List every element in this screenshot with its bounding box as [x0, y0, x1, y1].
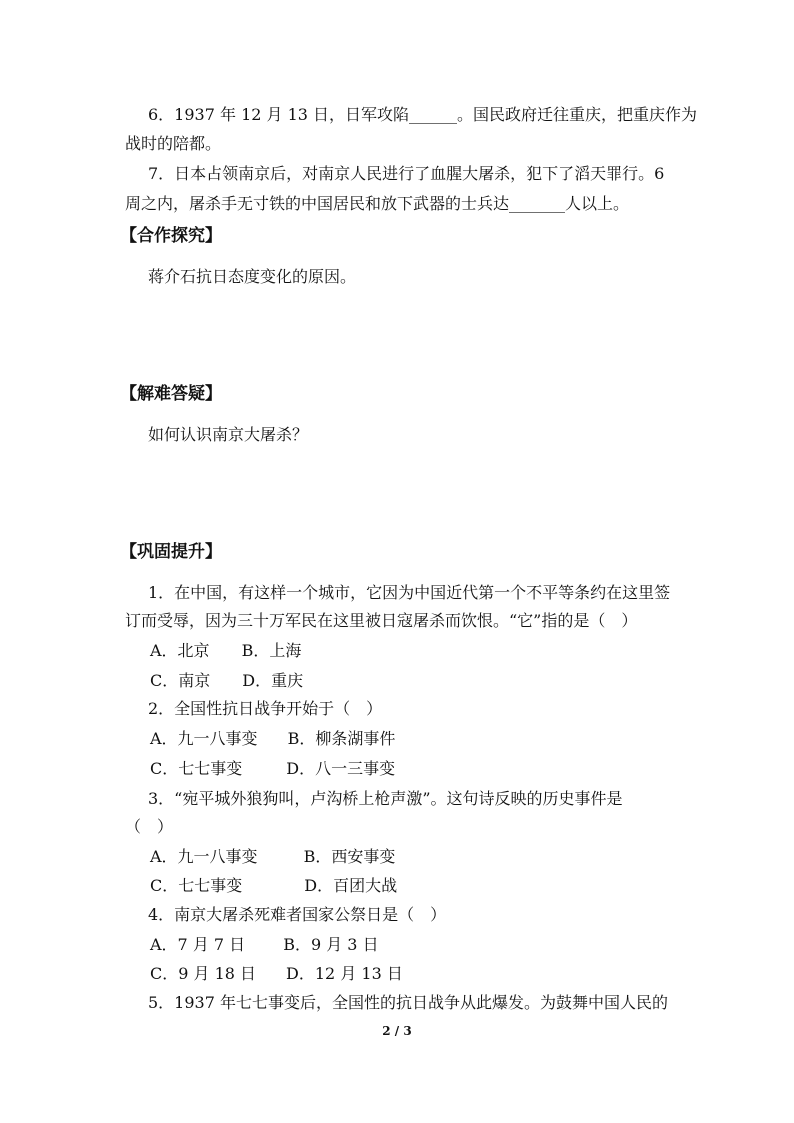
question-1-options-row1 [150, 640, 301, 662]
q7-text-line2: 周之内，屠杀手无寸铁的中国居民和放下武器的士兵达_______人以上。 [125, 194, 630, 213]
section-heading-hezuo: 【合作探究】 [120, 226, 222, 246]
question-3-stem-line1: 3．“宛平城外狼狗叫，卢沟桥上枪声激”。这句诗反映的历史事件是 [148, 789, 623, 808]
question-2-options-row2 [150, 758, 395, 780]
option-d: D．重庆 [242, 671, 304, 690]
option-a: A．北京 [150, 641, 210, 660]
section-heading-gonggu: 【巩固提升】 [120, 542, 222, 562]
question-1-options-row2 [150, 670, 303, 692]
question-2-options-row1 [150, 728, 395, 750]
option-a: A．7 月 7 日 [150, 935, 246, 954]
question-4-options-row1 [150, 934, 379, 956]
option-b: B．上海 [241, 641, 302, 660]
section-prompt-hezuo: 蒋介石抗日态度变化的原因。 [148, 267, 357, 286]
question-4-options-row2 [150, 963, 403, 985]
option-d: D．八一三事变 [286, 759, 396, 778]
section-heading-jienan: 【解难答疑】 [120, 384, 222, 404]
q6-text-line1: 6．1937 年 12 月 13 日，日军攻陷______。国民政府迁往重庆，把重庆作为 [148, 105, 698, 124]
question-3-stem-line2: （ ） [125, 817, 174, 836]
option-d: D．百团大战 [304, 876, 398, 895]
option-b: B．柳条湖事件 [287, 729, 396, 748]
option-c: C．七七事变 [150, 759, 243, 778]
option-d: D．12 月 13 日 [286, 964, 403, 983]
q6-text-line2: 战时的陪都。 [125, 134, 222, 153]
option-a: A．九一八事变 [150, 847, 258, 866]
question-3-options-row2 [150, 875, 397, 897]
question-3-options-row1 [150, 846, 395, 868]
option-b: B．9 月 3 日 [283, 935, 379, 954]
option-c: C．南京 [150, 671, 211, 690]
question-1-stem-line2: 订而受辱，因为三十万军民在这里被日寇屠杀而饮恨。“它”指的是（ ） [125, 611, 638, 630]
question-4-stem-line1: 4．南京大屠杀死难者国家公祭日是（ ） [148, 905, 447, 924]
option-b: B．西安事变 [303, 847, 396, 866]
option-c: C．七七事变 [150, 876, 243, 895]
option-a: A．九一八事变 [150, 729, 258, 748]
question-1-stem-line1: 1．在中国，有这样一个城市，它因为中国近代第一个不平等条约在这里签 [148, 583, 671, 602]
q7-text-line1: 7．日本占领南京后，对南京人民进行了血腥大屠杀，犯下了滔天罪行。6 [148, 164, 665, 183]
question-5-stem-line1: 5．1937 年七七事变后，全国性的抗日战争从此爆发。为鼓舞中国人民的 [148, 993, 668, 1012]
question-2-stem-line1: 2．全国性抗日战争开始于（ ） [148, 699, 383, 718]
section-prompt-jienan: 如何认识南京大屠杀？ [148, 425, 309, 444]
option-c: C．9 月 18 日 [150, 964, 257, 983]
page-number: 2 / 3 [382, 1024, 412, 1038]
